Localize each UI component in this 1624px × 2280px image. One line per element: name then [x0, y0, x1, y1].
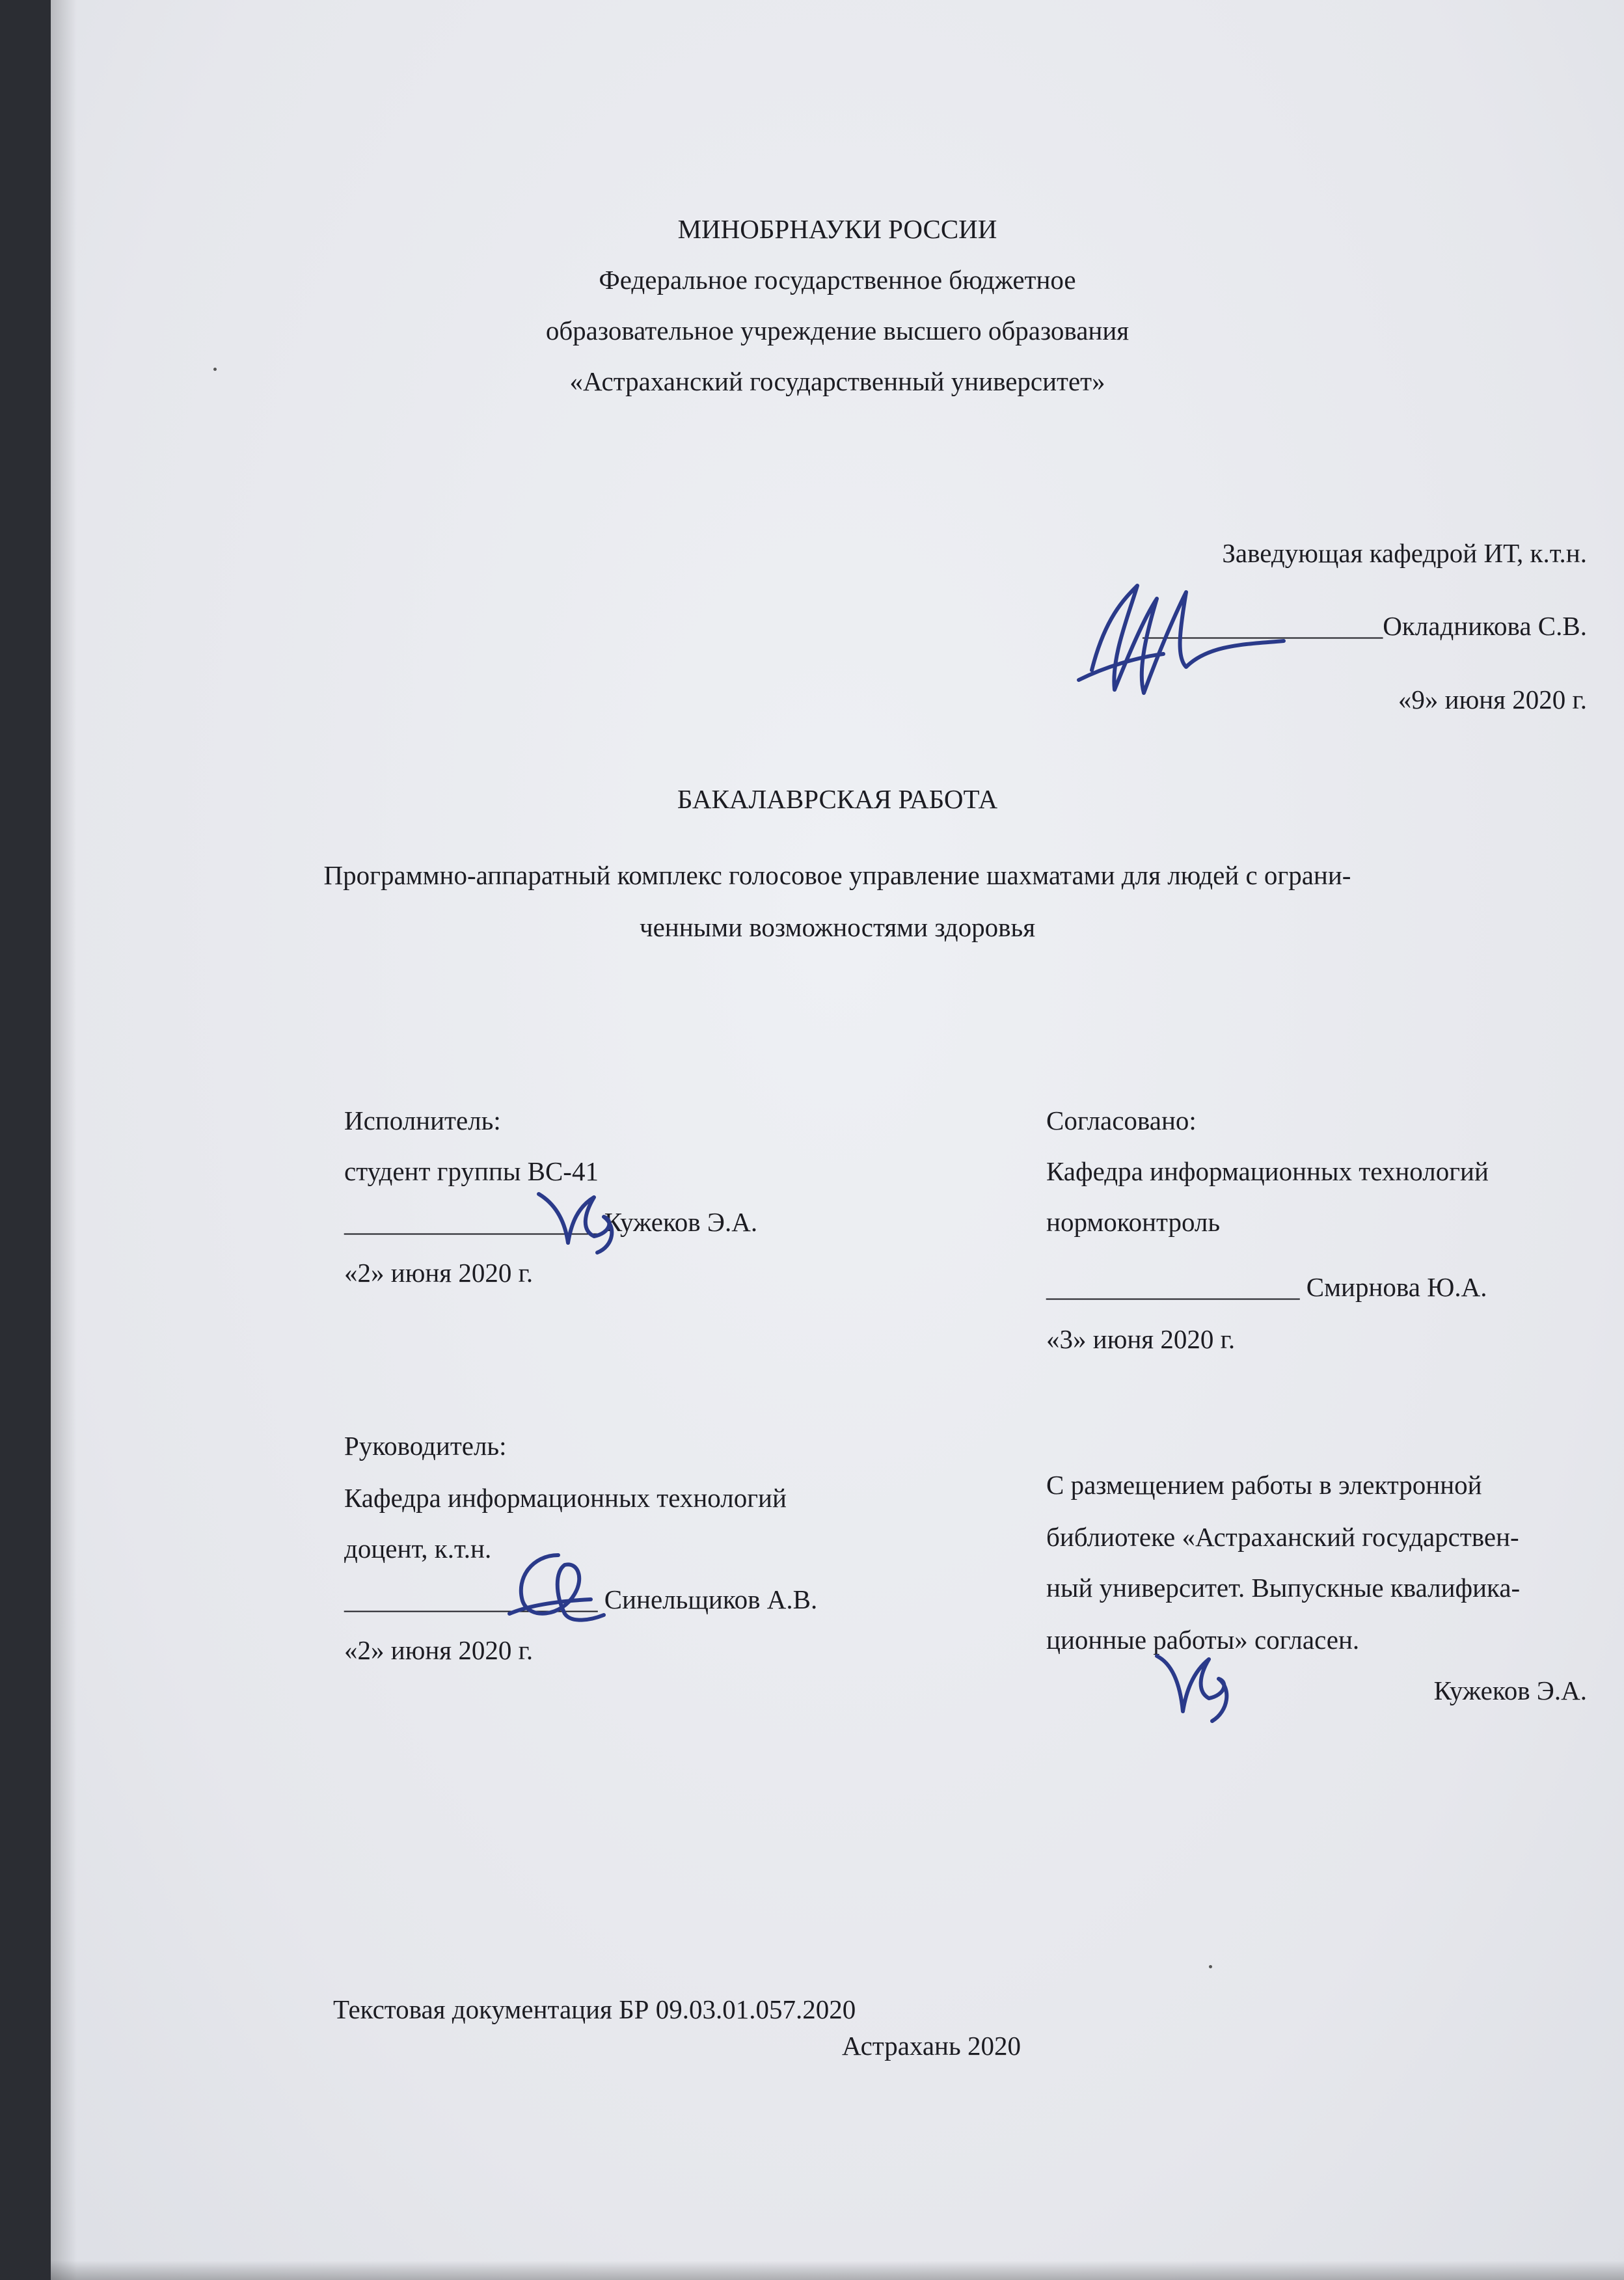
ministry-title: МИНОБРНАУКИ РОССИИ — [677, 214, 997, 244]
executor-group: студент группы ВС-41 — [344, 1156, 599, 1186]
supervisor-label: Руководитель: — [344, 1431, 507, 1461]
executor-signature-icon — [532, 1184, 630, 1256]
consent-line-1: С размещением работы в электронной — [1046, 1470, 1482, 1500]
executor-signature-line: ___________________ Кужеков Э.А. — [344, 1207, 758, 1237]
city-year: Астрахань 2020 — [842, 2031, 1021, 2061]
agreed-role: нормоконтроль — [1046, 1207, 1221, 1237]
consent-line-3: ный университет. Выпускные квалифика- — [1046, 1573, 1521, 1603]
supervisor-department: Кафедра информационных технологий — [344, 1483, 787, 1513]
institution-line-2: образовательное учреждение высшего образования — [545, 316, 1130, 346]
consent-line-2: библиотеке «Астраханский государствен- — [1046, 1522, 1519, 1552]
approver-position: Заведующая кафедрой ИТ, к.т.н. — [1222, 538, 1587, 568]
consent-signature-icon — [1150, 1640, 1241, 1724]
document-page — [51, 0, 1624, 2280]
work-title-line-1: Программно-аппаратный комплекс голосовое управление шахматами для людей с ограни- — [323, 860, 1351, 890]
scan-speck — [213, 368, 217, 371]
approval-date: «9» июня 2020 г. — [1398, 685, 1587, 714]
executor-label: Исполнитель: — [344, 1106, 501, 1135]
agreed-department: Кафедра информационных технологий — [1046, 1156, 1489, 1186]
agreed-date: «3» июня 2020 г. — [1046, 1324, 1236, 1354]
institution-line-1: Федеральное государственное бюджетное — [599, 265, 1076, 295]
work-type: БАКАЛАВРСКАЯ РАБОТА — [677, 784, 998, 814]
supervisor-date: «2» июня 2020 г. — [344, 1635, 534, 1665]
agreed-label: Согласовано: — [1046, 1106, 1197, 1135]
university-name: «Астраханский государственный университет» — [569, 366, 1105, 396]
supervisor-signature-icon — [493, 1542, 610, 1633]
approver-signature-line: __________________Окладникова С.В. — [1143, 611, 1587, 641]
supervisor-position: доцент, к.т.н. — [344, 1534, 492, 1564]
consent-name: Кужеков Э.А. — [1433, 1676, 1587, 1705]
scan-bottom-shadow — [51, 2260, 1624, 2280]
scan-speck — [1209, 1965, 1212, 1968]
executor-date: «2» июня 2020 г. — [344, 1258, 534, 1288]
approver-signature-icon — [1066, 560, 1287, 709]
work-title-line-2: ченными возможностями здоровья — [639, 912, 1036, 942]
agreed-signature-line: ___________________ Смирнова Ю.А. — [1046, 1272, 1487, 1302]
consent-line-4: ционные работы» согласен. — [1046, 1625, 1360, 1655]
document-code: Текстовая документация БР 09.03.01.057.2020 — [333, 1994, 856, 2024]
supervisor-signature-line: ___________________ Синельщиков А.В. — [344, 1584, 818, 1614]
